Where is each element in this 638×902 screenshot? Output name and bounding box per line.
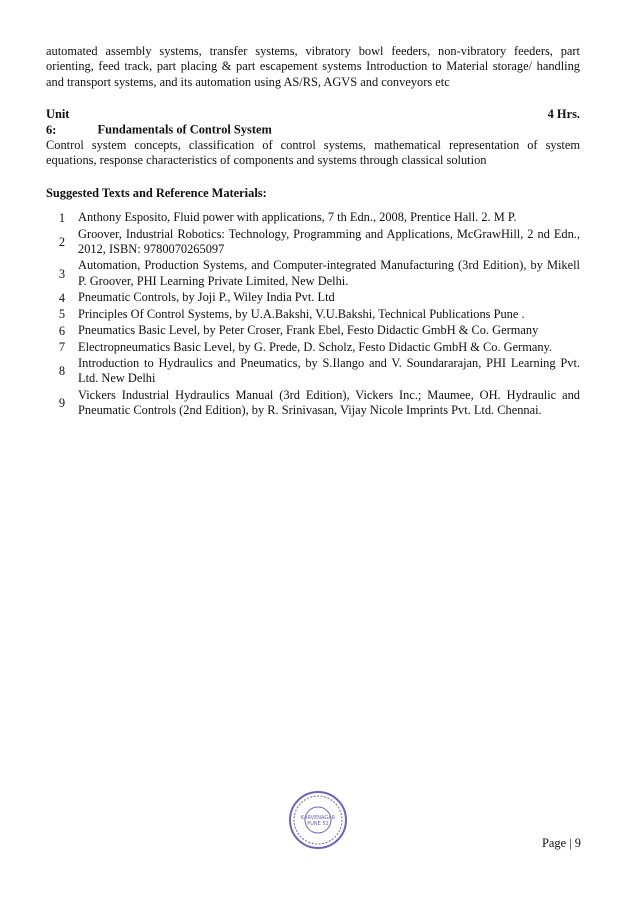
reference-text: Principles Of Control Systems, by U.A.Bakshi, V.U.Bakshi, Technical Publications Pune . bbox=[78, 306, 525, 321]
reference-item bbox=[46, 388, 580, 420]
reference-text: Pneumatics Basic Level, by Peter Croser, Frank Ebel, Festo Didactic GmbH & Co. Germany bbox=[78, 323, 539, 338]
reference-text: Automation, Production Systems, and Computer-integrated Manufacturing (3rd Edition), by Mikell P. Groover, PHI Learning Private Limited, New Delhi. bbox=[78, 258, 580, 288]
reference-item bbox=[46, 258, 580, 290]
unit-6-description: Control system concepts, classification of control systems, mathematical representation of system equations, response characteristics of components and systems through classical solution bbox=[46, 138, 580, 168]
reference-item bbox=[46, 210, 580, 226]
unit-6-title-group bbox=[46, 107, 272, 138]
reference-number: 9 bbox=[58, 395, 66, 410]
reference-number: 8 bbox=[58, 364, 66, 379]
reference-item bbox=[46, 356, 580, 388]
references-heading: Suggested Texts and Reference Materials: bbox=[46, 185, 267, 200]
reference-number: 2 bbox=[58, 234, 66, 249]
reference-text: Groover, Industrial Robotics: Technology, Programming and Applications, McGrawHill, 2 nd Edn., 2012, ISBN: 9780070265097 bbox=[78, 226, 580, 257]
reference-text: Introduction to Hydraulics and Pneumatics, by S.Ilango and V. Soundararajan, PHI Learning Pvt. Ltd. New Delhi bbox=[78, 355, 580, 386]
reference-item bbox=[46, 307, 580, 323]
reference-item bbox=[46, 290, 580, 306]
references-table bbox=[46, 210, 580, 419]
intro-paragraph: automated assembly systems, transfer systems, vibratory bowl feeders, non-vibratory feeders, part orienting, feed track, part placing & part escapement systems Introduction to Material storage/ handling and transport systems, and its automation using AS/RS, AGVS and conveyors etc bbox=[46, 44, 580, 89]
reference-text: Anthony Esposito, Fluid power with applications, 7 th Edn., 2008, Prentice Hall. 2. M P. bbox=[78, 210, 517, 225]
reference-text: Electropneumatics Basic Level, by G. Prede, D. Scholz, Festo Didactic GmbH & Co. Germany. bbox=[78, 339, 553, 354]
reference-number: 5 bbox=[58, 307, 66, 322]
reference-number: 1 bbox=[58, 210, 66, 225]
reference-number: 3 bbox=[58, 266, 66, 281]
reference-number: 7 bbox=[58, 340, 66, 354]
reference-item bbox=[46, 340, 580, 356]
unit-6-heading bbox=[46, 107, 580, 138]
svg-text:PUNE 52: PUNE 52 bbox=[307, 821, 329, 827]
college-seal bbox=[288, 790, 348, 850]
reference-text: Vickers Industrial Hydraulics Manual (3rd Edition), Vickers Inc.; Maumee, OH. Hydraulic and Pneumatic Controls (2nd Edition), by R. Srinivasan, Vijay Nicole Imprints Pvt. Ltd. Chennai. bbox=[78, 387, 580, 418]
reference-item bbox=[46, 323, 580, 339]
reference-number: 4 bbox=[58, 290, 66, 305]
reference-text: Pneumatic Controls, by Joji P., Wiley India Pvt. Ltd bbox=[78, 290, 335, 305]
reference-number: 6 bbox=[58, 323, 66, 338]
unit-6-label: Unit 6: bbox=[46, 107, 70, 137]
svg-text:KARVENAGAR: KARVENAGAR bbox=[300, 815, 336, 821]
document-page bbox=[46, 44, 580, 420]
page-number: Page | 9 bbox=[542, 836, 581, 850]
unit-6-hours: 4 Hrs. bbox=[547, 107, 580, 122]
reference-item bbox=[46, 227, 580, 259]
unit-6-title: Fundamentals of Control System bbox=[97, 122, 272, 137]
